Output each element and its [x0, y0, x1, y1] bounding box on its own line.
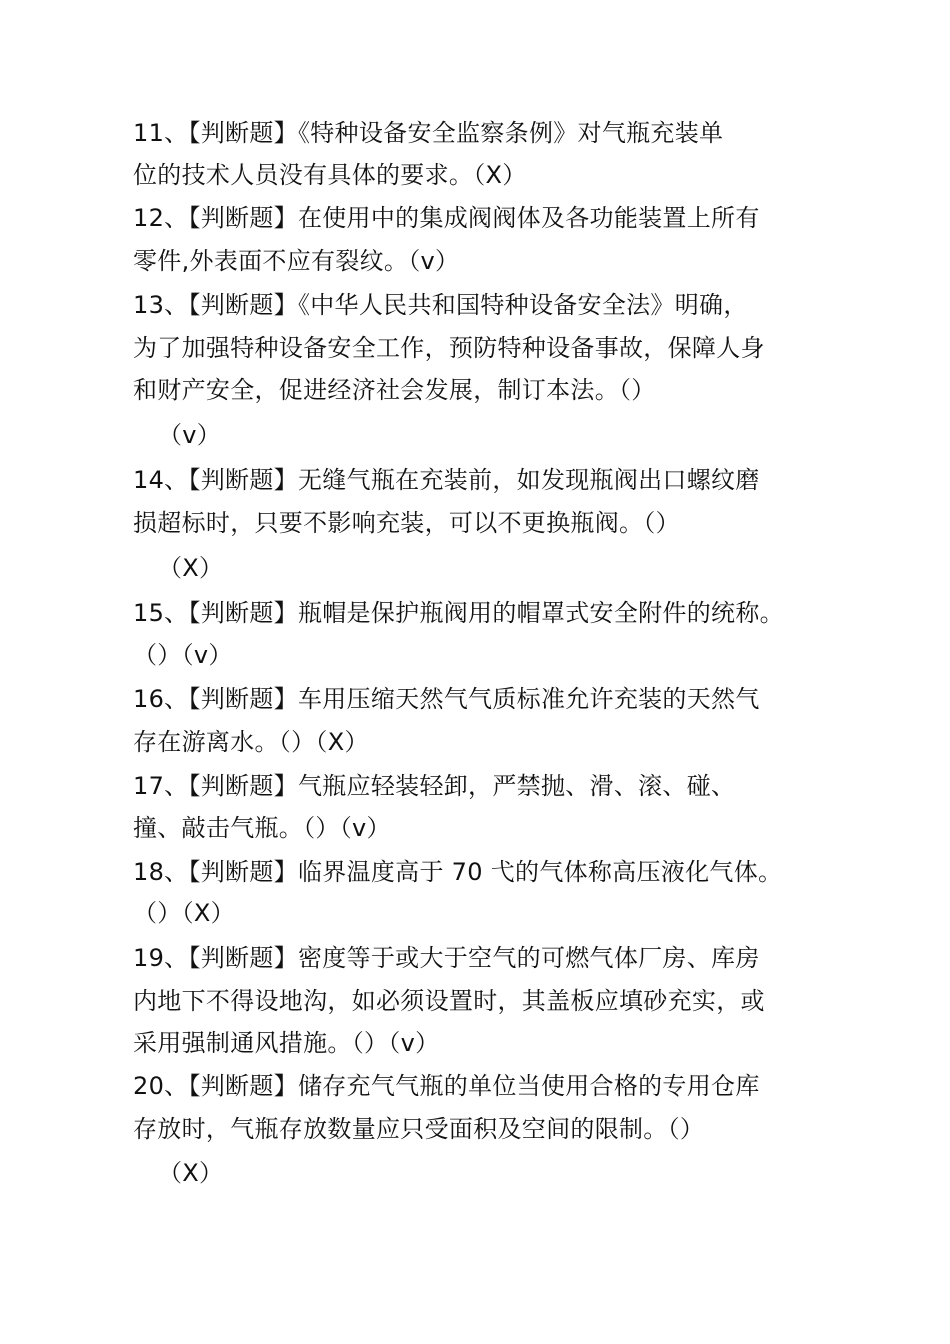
answer-line: （v） [158, 421, 222, 449]
question-text-line: 位的技术人员没有具体的要求。（X） [133, 161, 527, 189]
question-text-line: 13、【判断题】《中华人民共和国特种设备安全法》明确， [133, 291, 748, 319]
question-text-line: 12、【判断题】在使用中的集成阀阀体及各功能装置上所有 [133, 204, 760, 232]
question-text-line: 零件,外表面不应有裂纹。（v） [133, 247, 460, 275]
answer-line: （X） [158, 554, 224, 582]
question-text-line: 15、【判断题】瓶帽是保护瓶阀用的帽罩式安全附件的统称。 [133, 599, 784, 627]
question-text-line: 损超标时，只要不影响充装，可以不更换瓶阀。（） [133, 509, 680, 537]
question-text-line: （）（X） [133, 899, 235, 927]
question-text-line: 内地下不得设地沟，如必须设置时，其盖板应填砂充实，或 [133, 987, 765, 1015]
question-text-line: （）（v） [133, 641, 233, 669]
question-text-line: 存在游离水。（）（X） [133, 728, 369, 756]
question-text-line: 14、【判断题】无缝气瓶在充装前，如发现瓶阀出口螺纹磨 [133, 466, 760, 494]
question-text-line: 为了加强特种设备安全工作，预防特种设备事故，保障人身 [133, 334, 765, 362]
question-text-line: 18、【判断题】临界温度高于 70 弋的气体称高压液化气体。 [133, 858, 783, 886]
question-text-line: 11、【判断题】《特种设备安全监察条例》对气瓶充装单 [133, 119, 724, 147]
question-text-line: 16、【判断题】车用压缩天然气气质标准允许充装的天然气 [133, 685, 760, 713]
question-text-line: 采用强制通风措施。（）（v） [133, 1029, 440, 1057]
question-text-line: 17、【判断题】气瓶应轻装轻卸，严禁抛、滑、滚、碰、 [133, 772, 736, 800]
question-text-line: 存放时，气瓶存放数量应只受面积及空间的限制。（） [133, 1115, 705, 1143]
question-text-line: 撞、敲击气瓶。（）（v） [133, 814, 391, 842]
question-text-line: 和财产安全，促进经济社会发展，制订本法。（） [133, 376, 656, 404]
question-text-line: 19、【判断题】密度等于或大于空气的可燃气体厂房、库房 [133, 944, 760, 972]
question-text-line: 20、【判断题】储存充气气瓶的单位当使用合格的专用仓库 [133, 1072, 760, 1100]
answer-line: （X） [158, 1159, 224, 1187]
